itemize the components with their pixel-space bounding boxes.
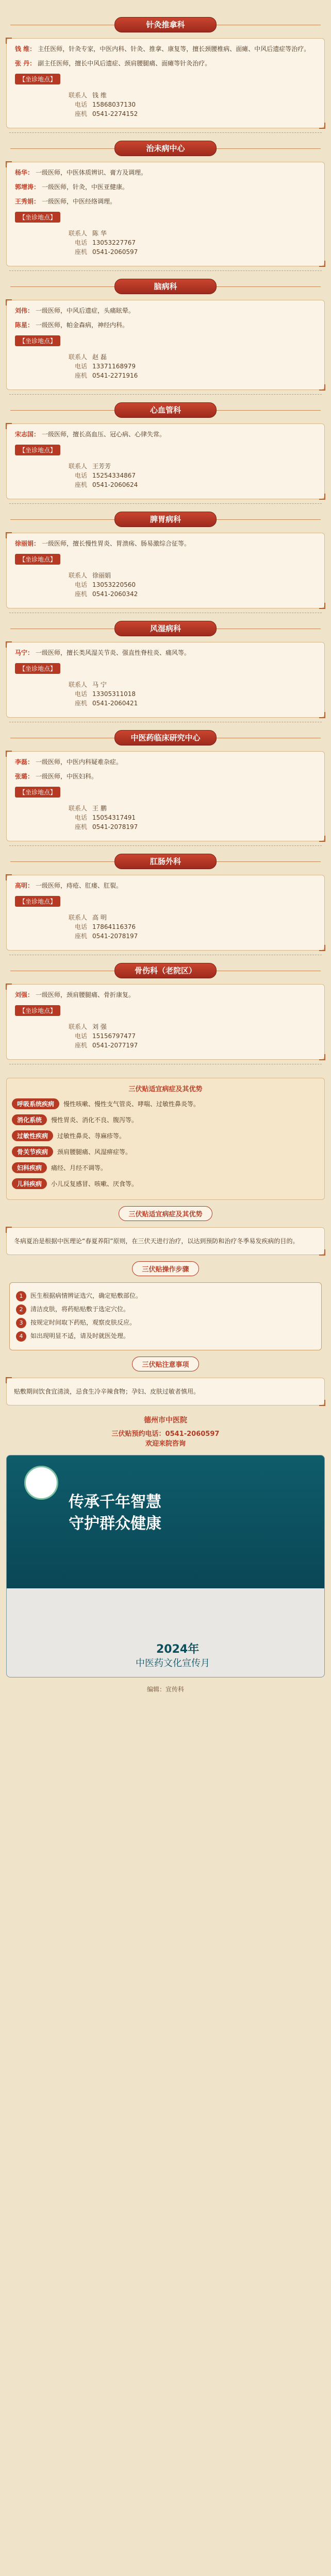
section-title bbox=[6, 727, 325, 748]
section-title bbox=[6, 960, 325, 981]
expert-row bbox=[15, 648, 316, 658]
contact-label: 电话 bbox=[74, 581, 87, 588]
contact-line bbox=[56, 580, 316, 589]
contact-label: 座机 bbox=[74, 1042, 87, 1049]
section-title bbox=[6, 618, 325, 639]
banner-year: 2024年 bbox=[156, 1643, 200, 1656]
expert-desc: 一级医师，中医内科疑难杂症。 bbox=[36, 758, 123, 766]
contact-line bbox=[56, 804, 316, 813]
contact-line bbox=[56, 699, 316, 708]
expert-name: 张璐： bbox=[15, 773, 34, 780]
procedure-step bbox=[16, 1304, 315, 1315]
contact-label: 联系人 bbox=[68, 914, 87, 921]
contact-value: 15254334867 bbox=[92, 472, 136, 479]
expert-desc: 一级医师，中医经络调理。 bbox=[42, 198, 117, 205]
contact-label: 座机 bbox=[74, 823, 87, 831]
contact-footer-1: 德州市中医院 bbox=[144, 1416, 187, 1425]
expert-row bbox=[15, 429, 316, 439]
expert-name: 刘强： bbox=[15, 991, 34, 998]
service-badge: 妇科疾病 bbox=[12, 1162, 47, 1173]
section-title bbox=[6, 851, 325, 872]
section-title-pill: 中医药临床研究中心 bbox=[114, 730, 217, 745]
contact-line bbox=[56, 1041, 316, 1050]
service-text: 小儿反复感冒、咳嗽、厌食等。 bbox=[51, 1180, 138, 1188]
contact-footer-2: 三伏贴预约电话：0541-2060597 bbox=[111, 1430, 220, 1438]
contact-value: 13305311018 bbox=[92, 690, 136, 698]
contact-value: 高 明 bbox=[92, 914, 107, 921]
notice-card bbox=[6, 1378, 325, 1405]
section-content bbox=[7, 875, 324, 950]
expert-row bbox=[15, 306, 316, 316]
contact-line bbox=[56, 109, 316, 118]
step-number: 4 bbox=[16, 1331, 26, 1342]
section-title-pill: 心血管科 bbox=[114, 402, 217, 418]
bottom-note: 编辑：宣传科 bbox=[146, 1686, 184, 1693]
service-text: 慢性胃炎、消化不良、腹泻等。 bbox=[51, 1116, 138, 1124]
service-item bbox=[12, 1130, 319, 1141]
services-list bbox=[12, 1098, 319, 1189]
services-title: 三伏贴适宜病症及其优势 bbox=[128, 1086, 203, 1093]
contact-line bbox=[56, 238, 316, 247]
contact-value: 15868037130 bbox=[92, 101, 136, 108]
expert-name: 马宁： bbox=[15, 649, 34, 656]
contact-label: 电话 bbox=[74, 363, 87, 370]
hospital-logo-icon bbox=[24, 1466, 58, 1500]
service-text: 慢性咳嗽、慢性支气管炎、哮喘、过敏性鼻炎等。 bbox=[63, 1100, 200, 1108]
service-item bbox=[12, 1146, 319, 1157]
contact-value: 0541-2060421 bbox=[92, 700, 138, 707]
contact-line bbox=[56, 462, 316, 471]
expert-name: 李磊： bbox=[15, 758, 34, 766]
expert-desc: 一级医师，中医妇科。 bbox=[36, 773, 98, 780]
expert-row bbox=[15, 771, 316, 782]
intro-card bbox=[6, 1227, 325, 1255]
section-separator bbox=[9, 845, 322, 846]
contact-value: 0541-2078197 bbox=[92, 933, 138, 940]
step-text: 医生根据病情辨证选穴，确定贴敷部位。 bbox=[30, 1292, 142, 1299]
contact-value: 0541-2078197 bbox=[92, 823, 138, 831]
section-card bbox=[6, 984, 325, 1060]
top-spacer bbox=[0, 0, 331, 9]
section-card bbox=[6, 38, 325, 128]
step-text: 清洁皮肤，将药贴贴敷于选定穴位。 bbox=[30, 1306, 130, 1313]
contact-value: 王芳芳 bbox=[92, 463, 111, 470]
contact-line bbox=[56, 931, 316, 941]
section-separator bbox=[9, 503, 322, 504]
contact-label: 电话 bbox=[74, 814, 87, 821]
procedure-step bbox=[16, 1291, 315, 1301]
section-title bbox=[6, 400, 325, 420]
notice-title-text: 三伏贴注意事项 bbox=[132, 1357, 198, 1371]
expert-name: 杨华： bbox=[15, 169, 34, 176]
section-card bbox=[6, 162, 325, 266]
expert-row bbox=[15, 167, 316, 178]
contact-value: 17864116376 bbox=[92, 923, 136, 930]
schedule-tag: 【坐诊地点】 bbox=[15, 445, 60, 455]
section-content bbox=[7, 39, 324, 128]
expert-desc: 一级医师，擅长高血压、冠心病、心律失常。 bbox=[42, 431, 166, 438]
section-content bbox=[7, 533, 324, 608]
contact-line bbox=[56, 813, 316, 822]
section-title-pill: 风湿病科 bbox=[114, 621, 217, 636]
contact-value: 马 宁 bbox=[92, 681, 107, 688]
expert-row bbox=[15, 320, 316, 330]
section-title-pill: 骨伤科（老院区） bbox=[114, 963, 217, 978]
section-card bbox=[6, 642, 325, 718]
section-content bbox=[7, 642, 324, 717]
section-title bbox=[6, 276, 325, 297]
contact-value: 13053227767 bbox=[92, 239, 136, 246]
notice-title bbox=[0, 1357, 331, 1371]
contact-line bbox=[56, 471, 316, 480]
expert-desc: 一级医师，痔疮、肛瘘、肛裂。 bbox=[36, 882, 123, 889]
section-card bbox=[6, 423, 325, 499]
expert-name: 徐丽娟： bbox=[15, 540, 40, 547]
section-title-pill: 脑病科 bbox=[114, 279, 217, 294]
contact-label: 座机 bbox=[74, 700, 87, 707]
schedule-tag: 【坐诊地点】 bbox=[15, 212, 60, 223]
schedule-tag: 【坐诊地点】 bbox=[15, 663, 60, 674]
schedule-tag: 【坐诊地点】 bbox=[15, 896, 60, 907]
contact-label: 电话 bbox=[74, 1032, 87, 1040]
contact-line bbox=[56, 247, 316, 257]
contact-value: 赵 磊 bbox=[92, 353, 107, 361]
contact-value: 13053220560 bbox=[92, 581, 136, 588]
contact-label: 联系人 bbox=[68, 230, 87, 237]
section-title-pill: 针灸推拿科 bbox=[114, 17, 217, 32]
procedure-steps bbox=[9, 1282, 322, 1350]
contact-value: 0541-2271916 bbox=[92, 372, 138, 379]
expert-desc: 一级医师，擅长慢性胃炎、胃溃疡、肠易激综合征等。 bbox=[42, 540, 191, 547]
banner-slogan-2: 守护群众健康 bbox=[69, 1515, 161, 1533]
expert-row bbox=[15, 538, 316, 549]
contact-line bbox=[56, 913, 316, 922]
contact-line bbox=[56, 822, 316, 832]
contact-block bbox=[56, 1022, 316, 1050]
contact-block bbox=[56, 462, 316, 489]
contact-label: 联系人 bbox=[68, 1023, 87, 1030]
contact-block bbox=[56, 571, 316, 599]
expert-name: 郭增涛： bbox=[15, 183, 40, 191]
expert-row bbox=[15, 990, 316, 1000]
contact-line bbox=[56, 922, 316, 931]
contact-value: 0541-2077197 bbox=[92, 1042, 138, 1049]
contact-value: 15156797477 bbox=[92, 1032, 136, 1040]
section-content bbox=[7, 300, 324, 389]
contact-line bbox=[56, 100, 316, 109]
expert-desc: 一级医师，擅长类风湿关节炎、强直性脊柱炎、痛风等。 bbox=[36, 649, 191, 656]
contact-label: 座机 bbox=[74, 372, 87, 379]
expert-name: 王秀娟： bbox=[15, 198, 40, 205]
service-badge: 过敏性疾病 bbox=[12, 1130, 53, 1141]
contact-line bbox=[56, 689, 316, 699]
contact-value: 钱 维 bbox=[92, 92, 107, 99]
section-card bbox=[6, 875, 325, 951]
section-separator bbox=[9, 132, 322, 133]
procedure-step bbox=[16, 1331, 315, 1342]
service-text: 痛经、月经不调等。 bbox=[51, 1164, 107, 1172]
contact-line bbox=[56, 589, 316, 599]
contact-line bbox=[56, 352, 316, 362]
contact-value: 刘 强 bbox=[92, 1023, 107, 1030]
expert-desc: 一级医师，中风后遗症，头痛眩晕。 bbox=[36, 307, 135, 314]
expert-name: 钱 维： bbox=[15, 45, 36, 53]
contact-label: 联系人 bbox=[68, 92, 87, 99]
procedure-title bbox=[0, 1261, 331, 1276]
contact-line bbox=[56, 680, 316, 689]
services-box bbox=[6, 1078, 325, 1200]
schedule-tag: 【坐诊地点】 bbox=[15, 74, 60, 84]
contact-label: 电话 bbox=[74, 923, 87, 930]
contact-value: 0541-2060624 bbox=[92, 481, 138, 488]
service-badge: 呼吸系统疾病 bbox=[12, 1098, 59, 1109]
notice-text: 贴敷期间饮食宜清淡，忌食生冷辛辣食物；孕妇、皮肤过敏者慎用。 bbox=[14, 1388, 200, 1395]
step-text: 如出现明显不适，请及时就医处理。 bbox=[30, 1332, 130, 1340]
service-text: 颈肩腰腿痛、风湿痹症等。 bbox=[57, 1148, 132, 1156]
expert-name: 张 丹： bbox=[15, 60, 36, 67]
contact-label: 联系人 bbox=[68, 805, 87, 812]
contact-line bbox=[56, 229, 316, 238]
footer-banner bbox=[6, 1455, 325, 1677]
contact-label: 联系人 bbox=[68, 353, 87, 361]
section-card bbox=[6, 300, 325, 390]
contact-label: 电话 bbox=[74, 472, 87, 479]
expert-row bbox=[15, 44, 316, 54]
contact-value: 王 鹏 bbox=[92, 805, 107, 812]
contact-line bbox=[56, 571, 316, 580]
intro-paragraph: 冬病夏治是根据中医理论“春夏养阳”原则，在三伏天进行治疗，以达到预防和治疗冬季易发疾病的目的。 bbox=[14, 1238, 299, 1245]
expert-desc: 副主任医师，擅长中风后遗症、颈肩腰腿痛、面瘫等针灸治疗。 bbox=[38, 60, 211, 67]
contact-footer-3: 欢迎来院咨询 bbox=[145, 1440, 186, 1448]
schedule-tag: 【坐诊地点】 bbox=[15, 335, 60, 346]
contact-label: 联系人 bbox=[68, 572, 87, 579]
section-title bbox=[6, 138, 325, 159]
contact-label: 座机 bbox=[74, 481, 87, 488]
section-content bbox=[7, 424, 324, 499]
contact-label: 座机 bbox=[74, 933, 87, 940]
banner-slogan-1: 传承千年智慧 bbox=[69, 1493, 161, 1511]
contact-label: 联系人 bbox=[68, 463, 87, 470]
expert-name: 陈星： bbox=[15, 321, 34, 329]
expert-row bbox=[15, 880, 316, 891]
expert-desc: 主任医师，针灸专家，中医内科、针灸、推拿、康复等，擅长颈腰椎病、面瘫、中风后遗症等治疗。 bbox=[38, 45, 310, 53]
service-item bbox=[12, 1114, 319, 1125]
contact-value: 徐丽娟 bbox=[92, 572, 111, 579]
step-number: 2 bbox=[16, 1304, 26, 1315]
contact-label: 座机 bbox=[74, 248, 87, 256]
expert-desc: 一级医师，颈肩腰腿痛、骨折康复。 bbox=[36, 991, 135, 998]
expert-name: 高明： bbox=[15, 882, 34, 889]
section-separator bbox=[9, 270, 322, 271]
schedule-tag: 【坐诊地点】 bbox=[15, 787, 60, 798]
section-content bbox=[7, 985, 324, 1059]
section-title-pill: 治未病中心 bbox=[114, 141, 217, 156]
contact-block bbox=[56, 804, 316, 832]
expert-name: 刘伟： bbox=[15, 307, 34, 314]
service-badge: 消化系统 bbox=[12, 1114, 47, 1125]
sections-container bbox=[0, 14, 331, 1064]
service-item bbox=[12, 1098, 319, 1109]
service-badge: 骨关节疾病 bbox=[12, 1146, 53, 1157]
service-item bbox=[12, 1162, 319, 1173]
schedule-tag: 【坐诊地点】 bbox=[15, 1005, 60, 1016]
expert-desc: 一级医师，针灸，中医亚健康。 bbox=[42, 183, 129, 191]
contact-line bbox=[56, 1031, 316, 1041]
contact-value: 0541-2274152 bbox=[92, 110, 138, 117]
expert-row bbox=[15, 196, 316, 207]
contact-line bbox=[56, 362, 316, 371]
contact-block bbox=[56, 913, 316, 941]
service-text: 过敏性鼻炎、荨麻疹等。 bbox=[57, 1132, 126, 1140]
contact-label: 联系人 bbox=[68, 681, 87, 688]
contact-value: 13371168979 bbox=[92, 363, 136, 370]
step-text: 按规定时间取下药贴，观察皮肤反应。 bbox=[30, 1319, 136, 1326]
expert-row bbox=[15, 757, 316, 767]
contact-line bbox=[56, 371, 316, 380]
contact-value: 0541-2060342 bbox=[92, 590, 138, 598]
section-content bbox=[7, 162, 324, 266]
intro-title-text: 三伏贴适宜病症及其优势 bbox=[119, 1206, 212, 1221]
section-card bbox=[6, 533, 325, 608]
procedure-step bbox=[16, 1318, 315, 1328]
section-content bbox=[7, 752, 324, 841]
contact-line bbox=[56, 1022, 316, 1031]
contact-label: 座机 bbox=[74, 110, 87, 117]
section-title-pill: 脾胃病科 bbox=[114, 512, 217, 527]
expert-name: 宋志国： bbox=[15, 431, 40, 438]
expert-desc: 一级医师，帕金森病，神经内科。 bbox=[36, 321, 129, 329]
schedule-tag: 【坐诊地点】 bbox=[15, 554, 60, 565]
section-title bbox=[6, 14, 325, 35]
contact-label: 电话 bbox=[74, 690, 87, 698]
contact-value: 15054317491 bbox=[92, 814, 136, 821]
contact-block bbox=[56, 352, 316, 380]
step-number: 3 bbox=[16, 1318, 26, 1328]
procedure-title-text: 三伏贴操作步骤 bbox=[132, 1261, 198, 1276]
banner-brand: 中医药文化宣传月 bbox=[136, 1658, 210, 1669]
expert-desc: 一级医师，中医体质辨识、膏方及调理。 bbox=[36, 169, 147, 176]
section-separator bbox=[9, 394, 322, 395]
contact-block bbox=[56, 229, 316, 257]
contact-value: 陈 华 bbox=[92, 230, 107, 237]
contact-label: 电话 bbox=[74, 101, 87, 108]
section-title-pill: 肛肠外科 bbox=[114, 854, 217, 869]
contact-value: 0541-2060597 bbox=[92, 248, 138, 256]
service-item bbox=[12, 1178, 319, 1189]
contact-label: 座机 bbox=[74, 590, 87, 598]
section-title bbox=[6, 509, 325, 530]
contact-line bbox=[56, 480, 316, 489]
contact-block bbox=[56, 680, 316, 708]
contact-line bbox=[56, 91, 316, 100]
section-card bbox=[6, 751, 325, 841]
service-badge: 儿科疾病 bbox=[12, 1178, 47, 1189]
banner-slogan bbox=[69, 1492, 161, 1535]
expert-row bbox=[15, 182, 316, 192]
step-number: 1 bbox=[16, 1291, 26, 1301]
expert-row bbox=[15, 58, 316, 69]
contact-block bbox=[56, 91, 316, 118]
intro-title bbox=[0, 1206, 331, 1221]
contact-label: 电话 bbox=[74, 239, 87, 246]
